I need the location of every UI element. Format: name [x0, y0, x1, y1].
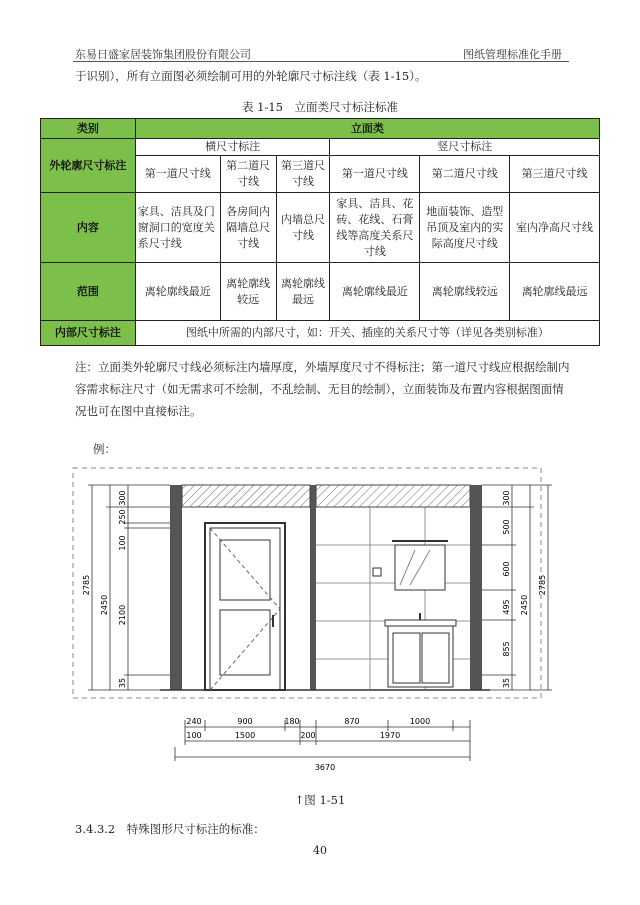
content-cell: 地面装饰、造型吊顶及室内的实际高度尺寸线 — [420, 193, 510, 263]
content-cell: 内墙总尺寸线 — [276, 193, 330, 263]
door-panel-bottom — [220, 610, 270, 675]
bottom-dimension-lines — [175, 720, 470, 761]
bottom-dim-900: 900 — [237, 717, 253, 726]
bottom-dim-1970: 1970 — [379, 731, 401, 740]
right-dim-600: 600 — [502, 561, 511, 577]
switch-socket — [373, 568, 381, 576]
header-divider — [73, 61, 569, 62]
bottom-dim-180: 180 — [284, 717, 300, 726]
line-cell: 第一道尺寸线 — [135, 156, 220, 193]
right-dim-2785: 2785 — [538, 574, 547, 596]
left-dim-2100: 2100 — [118, 604, 127, 626]
vanity-top — [385, 620, 456, 626]
example-label: 例： — [93, 442, 116, 456]
bottom-dim-240: 240 — [186, 717, 202, 726]
row-label-range: 范围 — [41, 263, 136, 321]
page-number: 40 — [313, 844, 327, 857]
row-label-outer: 外轮廓尺寸标注 — [41, 139, 136, 193]
middle-wall — [310, 485, 316, 690]
bottom-dim-1000: 1000 — [409, 717, 431, 726]
range-cell: 离轮廓线最远 — [510, 263, 600, 321]
horizontal-dimension-header: 横尺寸标注 — [135, 139, 330, 156]
content-cell: 家具、洁具、花砖、花线、石膏线等高度关系尺寸线 — [330, 193, 420, 263]
row-label-content: 内容 — [41, 193, 136, 263]
range-cell: 离轮廓线较远 — [220, 263, 276, 321]
range-cell: 离轮廓线较远 — [420, 263, 510, 321]
right-dim-500: 500 — [502, 519, 511, 535]
dimension-standard-table — [40, 118, 600, 346]
header-elevation: 立面类 — [135, 119, 599, 139]
line-cell: 第一道尺寸线 — [330, 156, 420, 193]
content-cell: 家具、洁具及门窗洞口的宽度关系尺寸线 — [135, 193, 220, 263]
left-dim-2785: 2785 — [82, 574, 91, 596]
vertical-dimension-header: 竖尺寸标注 — [330, 139, 600, 156]
intro-paragraph: 于识别），所有立面图必须绘制可用的外轮廓尺寸标注线（表 1-15）。 — [75, 69, 427, 83]
line-cell: 第三道尺寸线 — [276, 156, 330, 193]
bottom-dim-870: 870 — [344, 717, 360, 726]
line-cell: 第二道尺寸线 — [420, 156, 510, 193]
elevation-drawing — [70, 465, 570, 783]
range-cell: 离轮廓线最远 — [276, 263, 330, 321]
left-wall — [170, 485, 182, 690]
bottom-dim-200: 200 — [300, 731, 316, 740]
right-dim-35: 35 — [502, 677, 511, 689]
left-dim-300: 300 — [118, 490, 127, 506]
bottom-dim-total: 3670 — [314, 763, 336, 772]
left-dim-100: 100 — [118, 535, 127, 551]
content-cell: 各房间内隔墙总尺寸线 — [220, 193, 276, 263]
right-dim-495: 495 — [502, 599, 511, 615]
header-manual-title: 图纸管理标准化手册 — [463, 48, 562, 61]
range-cell: 离轮廓线最近 — [330, 263, 420, 321]
left-dimension-lines — [88, 485, 170, 690]
door-frame — [205, 523, 285, 690]
ceiling-right — [316, 485, 470, 507]
inner-dimension-text: 图纸中所需的内部尺寸，如：开关、插座的关系尺寸等（详见各类别标准） — [135, 321, 599, 346]
left-dim-2450: 2450 — [100, 594, 109, 616]
bottom-dim-1500: 1500 — [234, 731, 256, 740]
row-label-inner: 内部尺寸标注 — [41, 321, 136, 346]
content-cell: 室内净高尺寸线 — [510, 193, 600, 263]
range-cell: 离轮廓线最近 — [135, 263, 220, 321]
left-dim-250: 250 — [118, 509, 127, 525]
right-wall — [470, 485, 482, 690]
door-panel-top — [220, 540, 270, 600]
line-cell: 第三道尺寸线 — [510, 156, 600, 193]
right-dim-300: 300 — [502, 490, 511, 506]
header-company: 东易日盛家居装饰集团股份有限公司 — [75, 48, 251, 61]
right-dim-855: 855 — [502, 641, 511, 657]
left-dim-35: 35 — [118, 677, 127, 689]
line-cell: 第二道尺寸线 — [220, 156, 276, 193]
ceiling-left — [182, 485, 310, 507]
figure-caption: ↑图 1-51 — [294, 793, 346, 807]
note-paragraph: 注：立面类外轮廓尺寸线必须标注内墙厚度，外墙厚度尺寸不得标注；第一道尺寸线应根据绘制内容需求标注尺寸（如无需求可不绘制，不乱绘制、无目的绘制），立面装饰及布置内容根据图面情况也可在图中直接标注。 — [75, 360, 570, 418]
table-caption: 表 1-15 立面类尺寸标注标准 — [242, 100, 398, 114]
section-heading: 3.4.3.2 特殊图形尺寸标注的标准： — [75, 822, 265, 836]
bottom-dim-100: 100 — [186, 731, 202, 740]
right-dim-2450: 2450 — [520, 594, 529, 616]
header-category: 类别 — [41, 119, 136, 139]
